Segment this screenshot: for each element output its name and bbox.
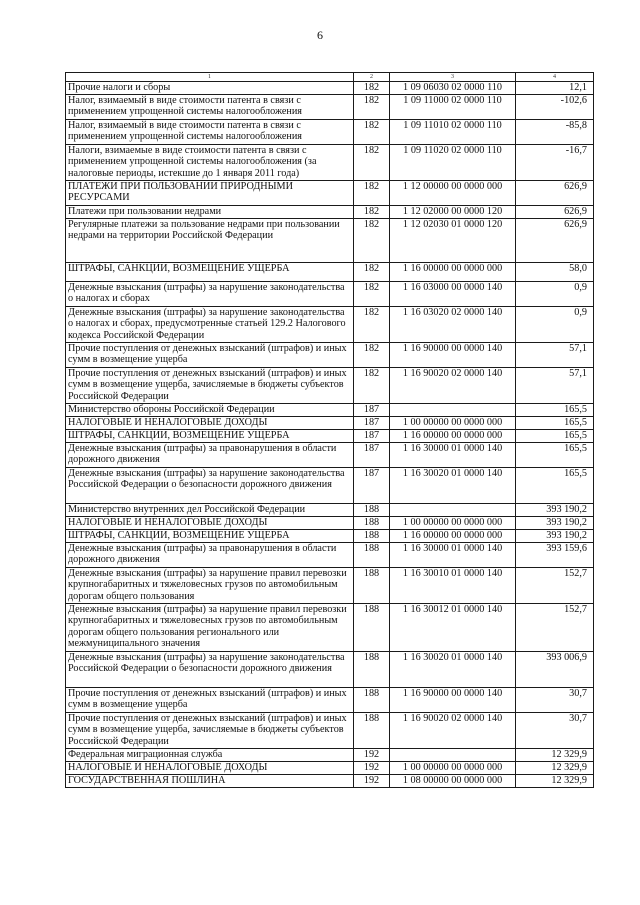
column-number-row [66,73,594,82]
row-amount: 393 190,2 [516,517,594,530]
row-amount: 393 159,6 [516,543,594,568]
row-amount: -85,8 [516,120,594,145]
row-classification-code: 1 16 90000 00 0000 140 [390,343,516,368]
table-row [66,282,594,307]
row-classification-code: 1 09 11010 02 0000 110 [390,120,516,145]
row-administrator-code: 182 [354,282,390,307]
table-row [66,219,594,263]
row-name: Денежные взыскания (штрафы) за нарушение правил перевозки крупногабаритных и тяжеловесных грузов по автомобильным дорогам общего пользования [66,568,354,604]
row-amount: 165,5 [516,417,594,430]
row-name: НАЛОГОВЫЕ И НЕНАЛОГОВЫЕ ДОХОДЫ [66,517,354,530]
row-administrator-code: 182 [354,206,390,219]
row-name: Министерство внутренних дел Российской Федерации [66,504,354,517]
row-amount: 12 329,9 [516,762,594,775]
row-administrator-code: 188 [354,604,390,652]
row-classification-code: 1 16 00000 00 0000 000 [390,263,516,282]
row-administrator-code: 187 [354,430,390,443]
row-administrator-code: 192 [354,749,390,762]
table-row [66,749,594,762]
row-administrator-code: 182 [354,368,390,404]
row-name: Регулярные платежи за пользование недрами при пользовании недрами на территории Российской Федерации [66,219,354,263]
row-amount: 626,9 [516,181,594,206]
table-row [66,417,594,430]
row-classification-code: 1 16 03020 02 0000 140 [390,307,516,343]
table-row [66,688,594,713]
row-classification-code [390,404,516,417]
table-row [66,568,594,604]
row-amount: 165,5 [516,430,594,443]
row-name: Денежные взыскания (штрафы) за нарушение законодательства Российской Федерации о безопасности дорожного движения [66,652,354,688]
table-row [66,652,594,688]
row-name: Денежные взыскания (штрафы) за нарушение законодательства о налогах и сборах [66,282,354,307]
table-row [66,762,594,775]
row-name: Денежные взыскания (штрафы) за правонарушения в области дорожного движения [66,543,354,568]
row-classification-code: 1 16 30010 01 0000 140 [390,568,516,604]
row-amount: 57,1 [516,343,594,368]
row-name: Прочие поступления от денежных взысканий (штрафов) и иных сумм в возмещение ущерба [66,688,354,713]
row-amount: 30,7 [516,688,594,713]
table-row [66,504,594,517]
row-amount: 393 190,2 [516,530,594,543]
row-name: ШТРАФЫ, САНКЦИИ, ВОЗМЕЩЕНИЕ УЩЕРБА [66,263,354,282]
table-row [66,530,594,543]
row-name: НАЛОГОВЫЕ И НЕНАЛОГОВЫЕ ДОХОДЫ [66,417,354,430]
row-classification-code [390,749,516,762]
row-name: Прочие поступления от денежных взысканий (штрафов) и иных сумм в возмещение ущерба, зачисляемые в бюджеты субъектов Российской Федерации [66,713,354,749]
row-classification-code: 1 09 11000 02 0000 110 [390,95,516,120]
table-row [66,430,594,443]
table-row [66,95,594,120]
row-administrator-code: 182 [354,145,390,181]
row-administrator-code: 187 [354,404,390,417]
row-classification-code: 1 16 90020 02 0000 140 [390,713,516,749]
row-name: Денежные взыскания (штрафы) за нарушение законодательства о налогах и сборах, предусмотренные статьей 129.2 Налогового кодекса Российской Федерации [66,307,354,343]
row-name: НАЛОГОВЫЕ И НЕНАЛОГОВЫЕ ДОХОДЫ [66,762,354,775]
row-administrator-code: 187 [354,443,390,468]
row-amount: 626,9 [516,219,594,263]
table-row [66,468,594,504]
row-classification-code: 1 16 30012 01 0000 140 [390,604,516,652]
row-administrator-code: 188 [354,517,390,530]
row-administrator-code: 182 [354,263,390,282]
table-row [66,263,594,282]
row-amount: 393 006,9 [516,652,594,688]
revenue-table [65,72,594,788]
table-row [66,120,594,145]
row-amount: -16,7 [516,145,594,181]
row-classification-code: 1 00 00000 00 0000 000 [390,762,516,775]
column-number: 1 [66,73,354,82]
row-amount: 58,0 [516,263,594,282]
row-amount: 165,5 [516,468,594,504]
row-classification-code: 1 09 11020 02 0000 110 [390,145,516,181]
row-administrator-code: 188 [354,504,390,517]
row-administrator-code: 187 [354,468,390,504]
row-name: ГОСУДАРСТВЕННАЯ ПОШЛИНА [66,775,354,788]
row-classification-code: 1 16 90000 00 0000 140 [390,688,516,713]
row-administrator-code: 192 [354,762,390,775]
table-row [66,82,594,95]
row-name: Платежи при пользовании недрами [66,206,354,219]
row-name: Прочие поступления от денежных взысканий (штрафов) и иных сумм в возмещение ущерба, зачисляемые в бюджеты субъектов Российской Федерации [66,368,354,404]
row-classification-code: 1 12 02000 00 0000 120 [390,206,516,219]
row-name: ШТРАФЫ, САНКЦИИ, ВОЗМЕЩЕНИЕ УЩЕРБА [66,430,354,443]
row-classification-code [390,504,516,517]
table-row [66,404,594,417]
row-name: ПЛАТЕЖИ ПРИ ПОЛЬЗОВАНИИ ПРИРОДНЫМИ РЕСУРСАМИ [66,181,354,206]
column-number: 4 [516,73,594,82]
row-classification-code: 1 00 00000 00 0000 000 [390,517,516,530]
row-classification-code: 1 12 00000 00 0000 000 [390,181,516,206]
row-name: Денежные взыскания (штрафы) за нарушение правил перевозки крупногабаритных и тяжеловесных грузов по автомобильным дорогам общего пользования регионального или межмуниципального значения [66,604,354,652]
row-amount: 393 190,2 [516,504,594,517]
row-administrator-code: 192 [354,775,390,788]
row-administrator-code: 188 [354,543,390,568]
row-amount: 0,9 [516,282,594,307]
row-amount: 57,1 [516,368,594,404]
table-row [66,307,594,343]
row-amount: -102,6 [516,95,594,120]
table-row [66,206,594,219]
table-row [66,181,594,206]
row-administrator-code: 182 [354,95,390,120]
row-amount: 165,5 [516,443,594,468]
row-name: Денежные взыскания (штрафы) за правонарушения в области дорожного движения [66,443,354,468]
row-name: Налог, взимаемый в виде стоимости патента в связи с применением упрощенной системы налогообложения [66,120,354,145]
row-administrator-code: 188 [354,688,390,713]
row-name: Федеральная миграционная служба [66,749,354,762]
row-administrator-code: 182 [354,219,390,263]
row-name: Налог, взимаемый в виде стоимости патента в связи с применением упрощенной системы налогообложения [66,95,354,120]
column-number: 3 [390,73,516,82]
row-administrator-code: 188 [354,568,390,604]
row-name: Министерство обороны Российской Федерации [66,404,354,417]
row-amount: 152,7 [516,568,594,604]
row-amount: 165,5 [516,404,594,417]
row-classification-code: 1 12 02030 01 0000 120 [390,219,516,263]
table-row [66,443,594,468]
table-row [66,604,594,652]
table-row [66,343,594,368]
row-name: Налоги, взимаемые в виде стоимости патента в связи с применением упрощенной системы налогообложения (за налоговые периоды, истекшие до 1 января 2011 года) [66,145,354,181]
row-amount: 626,9 [516,206,594,219]
table-row [66,713,594,749]
table-row [66,543,594,568]
row-administrator-code: 182 [354,343,390,368]
row-name: Прочие поступления от денежных взысканий (штрафов) и иных сумм в возмещение ущерба [66,343,354,368]
row-administrator-code: 182 [354,307,390,343]
row-name: ШТРАФЫ, САНКЦИИ, ВОЗМЕЩЕНИЕ УЩЕРБА [66,530,354,543]
row-administrator-code: 187 [354,417,390,430]
row-classification-code: 1 16 30000 01 0000 140 [390,543,516,568]
table-row [66,145,594,181]
row-administrator-code: 188 [354,530,390,543]
row-administrator-code: 182 [354,120,390,145]
row-amount: 152,7 [516,604,594,652]
table-row [66,368,594,404]
row-amount: 12 329,9 [516,749,594,762]
row-classification-code: 1 16 90020 02 0000 140 [390,368,516,404]
row-classification-code: 1 08 00000 00 0000 000 [390,775,516,788]
row-name: Денежные взыскания (штрафы) за нарушение законодательства Российской Федерации о безопасности дорожного движения [66,468,354,504]
row-classification-code: 1 16 30000 01 0000 140 [390,443,516,468]
row-administrator-code: 188 [354,713,390,749]
row-classification-code: 1 16 00000 00 0000 000 [390,430,516,443]
row-name: Прочие налоги и сборы [66,82,354,95]
row-administrator-code: 182 [354,82,390,95]
row-classification-code: 1 16 30020 01 0000 140 [390,468,516,504]
row-classification-code: 1 16 00000 00 0000 000 [390,530,516,543]
row-amount: 30,7 [516,713,594,749]
row-classification-code: 1 16 30020 01 0000 140 [390,652,516,688]
table-row [66,775,594,788]
table-row [66,517,594,530]
row-amount: 12,1 [516,82,594,95]
page-number: 6 [317,28,323,42]
row-administrator-code: 182 [354,181,390,206]
row-classification-code: 1 16 03000 00 0000 140 [390,282,516,307]
row-classification-code: 1 00 00000 00 0000 000 [390,417,516,430]
row-amount: 12 329,9 [516,775,594,788]
row-amount: 0,9 [516,307,594,343]
row-classification-code: 1 09 06030 02 0000 110 [390,82,516,95]
row-administrator-code: 188 [354,652,390,688]
column-number: 2 [354,73,390,82]
